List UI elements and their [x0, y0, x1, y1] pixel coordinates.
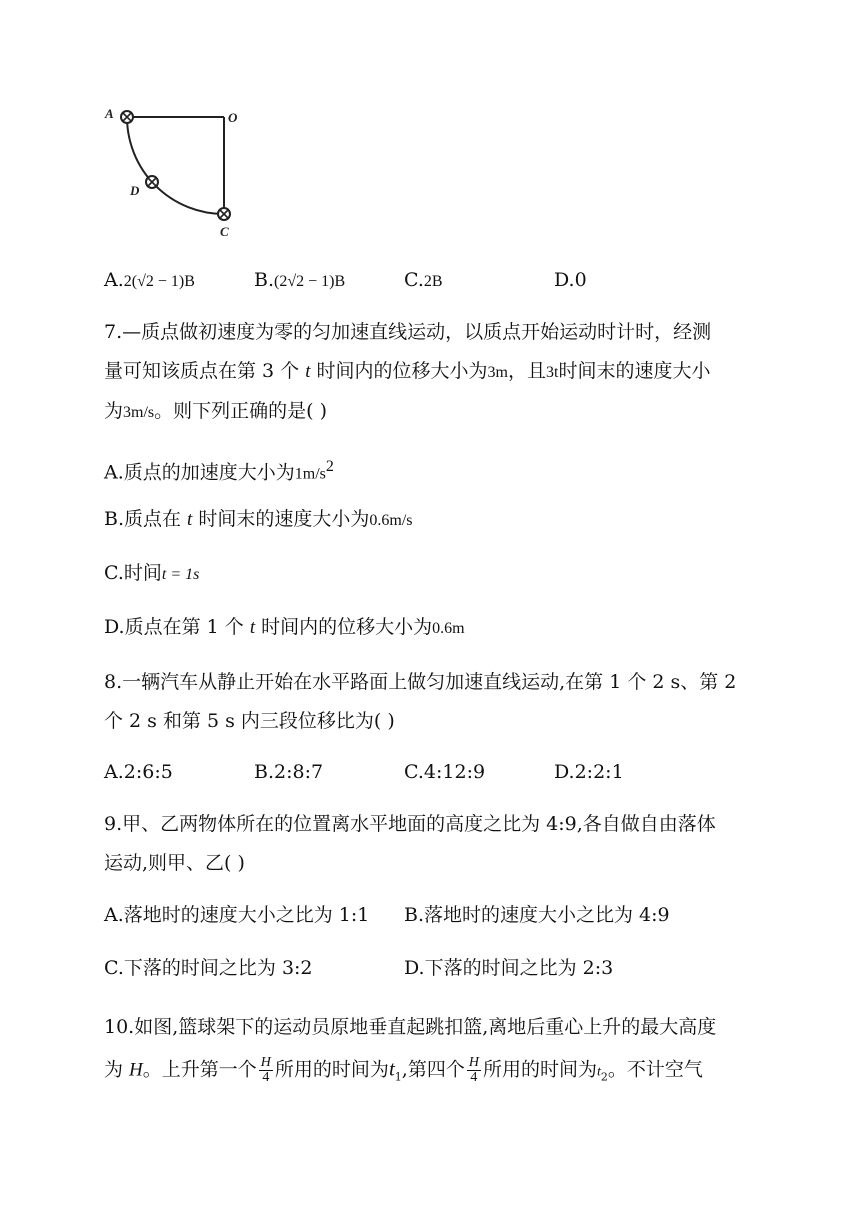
- wire-a-marker: [121, 111, 133, 123]
- q7-line-2: 量可知该质点在第 3 个 t 时间内的位移大小为3m，且3t时间末的速度大小: [104, 360, 711, 382]
- q7-option-d: D.质点在第 1 个 t 时间内的位移大小为0.6m: [104, 616, 465, 638]
- arc-a-to-c: [127, 117, 224, 214]
- q7-option-b: B.质点在 t 时间末的速度大小为0.6m/s: [104, 508, 413, 530]
- fraction-h-over-4-second: $\frac{H}{4}$: [468, 1055, 479, 1085]
- q8-option-c: C.4:12:9: [404, 761, 486, 783]
- circuit-figure: [100, 100, 250, 240]
- q7-option-c: C.时间t = 1s: [104, 562, 200, 584]
- label-d: D: [130, 183, 140, 198]
- q6-option-a: A.2(√2 − 1)B: [104, 269, 195, 291]
- wire-c-marker: [218, 208, 230, 220]
- q6-option-b: B.(2√2 − 1)B: [254, 269, 346, 291]
- q6-option-d: D.0: [554, 269, 587, 291]
- q6-option-c: C.2B: [404, 269, 443, 291]
- q8-option-d: D.2:2:1: [554, 761, 624, 783]
- label-c: C: [220, 224, 229, 239]
- label-o: O: [228, 110, 238, 125]
- q10-line-2: 为 H。上升第一个 $\frac{H}{4}$ 所用的时间为$t_1$,第四个 $\frac{H}{4}$ 所用的时间为$t_2$。不计空气: [104, 1055, 703, 1085]
- wire-d-marker: [146, 176, 158, 188]
- q9-line-2: 运动,则甲、乙( ): [104, 852, 245, 874]
- q9-option-b: B.落地时的速度大小之比为 4:9: [404, 904, 670, 926]
- q7-line-1: 7.—质点做初速度为零的匀加速直线运动，以质点开始运动时计时，经测: [104, 321, 712, 343]
- q9-line-1: 9.甲、乙两物体所在的位置离水平地面的高度之比为 4:9,各自做自由落体: [104, 813, 716, 835]
- q9-option-d: D.下落的时间之比为 2:3: [404, 957, 614, 979]
- fraction-h-over-4: $\frac{H}{4}$: [260, 1055, 271, 1085]
- q7-line-3: 为3m/s。则下列正确的是( ): [104, 400, 328, 422]
- q8-line-2: 个 2 s 和第 5 s 内三段位移比为( ): [104, 710, 395, 732]
- label-a: A: [105, 106, 114, 121]
- q9-option-c: C.下落的时间之比为 3:2: [104, 957, 313, 979]
- q8-option-b: B.2:8:7: [254, 761, 324, 783]
- q8-option-a: A.2:6:5: [104, 761, 173, 783]
- q9-option-a: A.落地时的速度大小之比为 1:1: [104, 904, 370, 926]
- q10-line-1: 10.如图,篮球架下的运动员原地垂直起跳扣篮,离地后重心上升的最大高度: [104, 1016, 717, 1038]
- q8-line-1: 8.一辆汽车从静止开始在水平路面上做匀加速直线运动,在第 1 个 2 s、第 2: [104, 671, 737, 693]
- q7-option-a: A.质点的加速度大小为$1m/s^2$: [104, 458, 334, 484]
